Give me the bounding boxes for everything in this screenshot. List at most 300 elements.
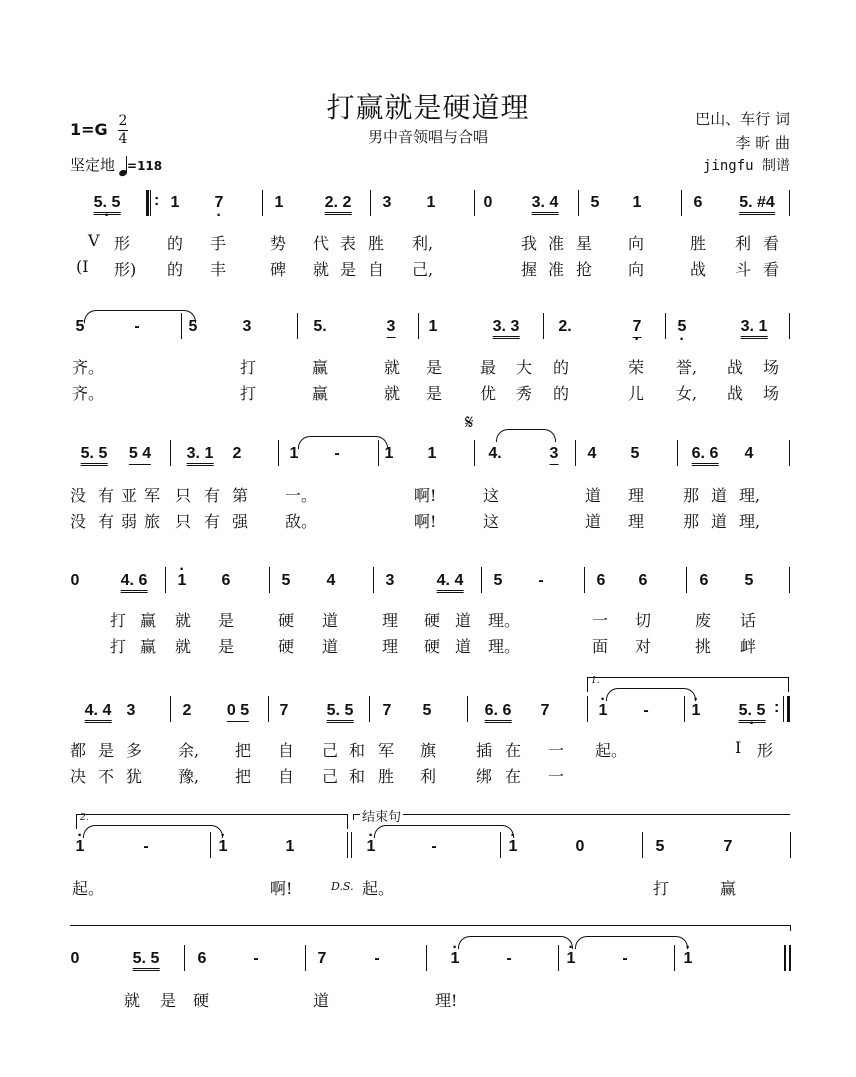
barline: [370, 190, 371, 216]
note: 3. 1: [741, 318, 768, 339]
barline: [297, 313, 298, 339]
barline: [575, 440, 576, 466]
lyric: 胜: [378, 767, 395, 786]
lyric: 是: [426, 384, 443, 403]
note: 2. 2: [325, 194, 352, 215]
note: 6: [596, 572, 606, 589]
dal-segno-marking: D.S.: [331, 880, 354, 893]
note: 4: [326, 572, 336, 589]
lyric: 挑: [695, 637, 712, 656]
note: · 1: [178, 572, 187, 590]
lyric: 打: [110, 611, 127, 630]
lyric: 决: [70, 767, 87, 786]
note: 5 ·: [678, 318, 687, 336]
barline: [500, 832, 501, 858]
lyric: 赢: [312, 358, 329, 377]
lyric: 弱: [121, 512, 138, 531]
lyric: 理: [382, 637, 399, 656]
note: 5: [422, 702, 432, 719]
lyric: 己: [322, 767, 339, 786]
lyric: 齐。: [72, 358, 105, 377]
note: 3: [242, 318, 252, 335]
lyric: 硬: [193, 991, 210, 1010]
lyric: 的: [167, 260, 184, 279]
volta-label: 1.: [591, 676, 600, 686]
barline: [790, 832, 791, 858]
lyric: 手: [210, 234, 227, 253]
barline: [789, 313, 790, 339]
tie: [606, 688, 696, 701]
lyric: 理,: [739, 512, 761, 531]
lyric: 打: [110, 637, 127, 656]
barline: [269, 567, 270, 593]
lyric: 没: [70, 486, 87, 505]
lyric: 最: [480, 358, 497, 377]
lyric: 有: [98, 512, 115, 531]
lyric: 废: [695, 611, 712, 630]
lyric: 和: [349, 767, 366, 786]
lyric: 场: [763, 358, 780, 377]
lyric: 的: [553, 384, 570, 403]
tie: [374, 825, 514, 838]
note: 7: [317, 950, 327, 967]
lyric: 硬: [424, 611, 441, 630]
note: 6. 6: [692, 445, 719, 466]
lyric: 握: [521, 260, 538, 279]
barline: [677, 440, 678, 466]
lyric: 打: [653, 879, 670, 898]
barline: [181, 313, 182, 339]
tie: [298, 436, 388, 449]
segno-icon: 𝄋: [465, 410, 474, 434]
note: 6. 6: [485, 702, 512, 723]
lyric: 犹: [126, 767, 143, 786]
lyric: 赢: [140, 611, 157, 630]
note: 6: [699, 572, 709, 589]
song-subtitle: 男中音领唱与合唱: [367, 128, 488, 146]
lyric: 场: [763, 384, 780, 403]
lyric: 一: [548, 741, 565, 760]
repeat-end-barline: [783, 696, 790, 722]
barline: [210, 832, 211, 858]
lyric: 强: [232, 512, 249, 531]
lyric: 就: [313, 260, 330, 279]
note: 4: [744, 445, 754, 462]
lyric: 起。: [362, 879, 395, 898]
lyric: 绑: [476, 767, 493, 786]
barline: [686, 567, 687, 593]
lyric: 是: [340, 260, 357, 279]
lyric: 切: [635, 611, 652, 630]
tempo-text: 坚定地: [70, 156, 116, 174]
note: 0: [483, 194, 493, 211]
lyric: 一: [592, 611, 609, 630]
note: 4: [587, 445, 597, 462]
lyric: 道: [322, 611, 339, 630]
repeat-dots: :: [154, 192, 160, 209]
note: · 1: [76, 838, 85, 856]
barline: [262, 190, 263, 216]
note: -: [506, 950, 512, 967]
lyric: 誉,: [676, 358, 698, 377]
lyric: 利: [420, 767, 437, 786]
lyric: 我: [521, 234, 538, 253]
double-barline: [347, 832, 352, 858]
lyric: 对: [635, 637, 652, 656]
note: 0: [575, 838, 585, 855]
lyric: 只: [175, 512, 192, 531]
note: 5: [655, 838, 665, 855]
lyric: 是: [218, 611, 235, 630]
lyric: 表: [340, 234, 357, 253]
note: -: [431, 838, 437, 855]
lyric: 啊!: [414, 486, 437, 505]
note: 3: [126, 702, 136, 719]
lyric: 起。: [595, 741, 628, 760]
lyric: 是: [426, 358, 443, 377]
lyric: 形: [757, 741, 774, 760]
lyric: 理,: [739, 486, 761, 505]
barline: [474, 440, 475, 466]
barline: [789, 440, 790, 466]
note: 3: [550, 445, 559, 465]
lyric: 理。: [488, 611, 521, 630]
lyric: 没: [70, 512, 87, 531]
tie: [496, 429, 556, 442]
note: 6: [197, 950, 207, 967]
lyric: 秀: [516, 384, 533, 403]
note: 7: [279, 702, 289, 719]
lyric: (I: [76, 257, 89, 276]
note: 4. 4: [85, 702, 112, 723]
lyric: 优: [480, 384, 497, 403]
lyric: 的: [553, 358, 570, 377]
note: 5: [188, 318, 198, 335]
note: · 1: [509, 838, 518, 856]
barline: [170, 696, 171, 722]
note: 5. 5 ·: [94, 194, 121, 215]
note: 5: [630, 445, 640, 462]
note: 5. 5 ·: [739, 702, 766, 723]
note: · 1: [219, 838, 228, 856]
lyric: 代: [313, 234, 330, 253]
lyric: 一。: [285, 486, 318, 505]
lyric: 话: [740, 611, 757, 630]
note: 4. 6: [121, 572, 148, 593]
lyric: 有: [204, 486, 221, 505]
lyric: I: [735, 738, 742, 757]
barline: [789, 190, 790, 216]
note: 3: [382, 194, 392, 211]
lyric: 就: [384, 358, 401, 377]
note: 3. 1: [187, 445, 214, 466]
barline: [684, 696, 685, 722]
note: -: [538, 572, 544, 589]
note: 5.: [313, 318, 327, 335]
barline: [474, 190, 475, 216]
lyric: 理!: [435, 991, 458, 1010]
quarter-note-icon: [119, 156, 127, 176]
note: 1: [384, 445, 394, 462]
lyric: 胜: [368, 234, 385, 253]
lyric: 丰: [210, 260, 227, 279]
lyric: 战: [727, 358, 744, 377]
note: 4.: [488, 445, 502, 462]
lyric: 这: [483, 512, 500, 531]
lyric: 第: [232, 486, 249, 505]
lyric: 看: [763, 234, 780, 253]
lyric: 战: [727, 384, 744, 403]
note: 1: [170, 194, 180, 211]
barline: [165, 567, 166, 593]
note: · 1: [684, 950, 693, 968]
barline: [369, 696, 370, 722]
lyric: 儿: [628, 384, 645, 403]
lyric: 道: [585, 512, 602, 531]
volta-label: 2.: [80, 813, 89, 823]
lyric: 旅: [144, 512, 161, 531]
lyric: 就: [175, 611, 192, 630]
lyric: 面: [592, 637, 609, 656]
note: -: [334, 445, 340, 462]
lyric: 荣: [628, 358, 645, 377]
song-title: 打赢就是硬道理: [326, 91, 530, 124]
barline: [373, 567, 374, 593]
barline: [426, 945, 427, 971]
note: 5: [75, 318, 85, 335]
lyric: 是: [98, 741, 115, 760]
barline: [789, 567, 790, 593]
barline: [558, 945, 559, 971]
lyric: 起。: [72, 879, 105, 898]
note: 0 5: [227, 702, 249, 722]
lyric: 准: [548, 260, 565, 279]
lyricist-credit: 巴山、车行 词: [695, 110, 790, 128]
lyric: 道: [455, 637, 472, 656]
lyric: 都: [70, 741, 87, 760]
barline: [268, 696, 269, 722]
tie: [458, 936, 573, 949]
lyric: 己: [322, 741, 339, 760]
lyric: 道: [711, 486, 728, 505]
note: 1: [289, 445, 299, 462]
lyric: 就: [175, 637, 192, 656]
ending-phrase-line: [70, 925, 790, 926]
tie: [575, 936, 688, 949]
lyric: 余,: [178, 741, 200, 760]
lyric: 看: [763, 260, 780, 279]
lyric: 有: [98, 486, 115, 505]
barline: [467, 696, 468, 722]
lyric: 齐。: [72, 384, 105, 403]
barline: [665, 313, 666, 339]
lyric: 啊!: [414, 512, 437, 531]
lyric: 打: [240, 358, 257, 377]
note: 0: [70, 572, 80, 589]
lyric: 理: [628, 512, 645, 531]
lyric: 把: [235, 741, 252, 760]
transcriber-credit: jingfu 制谱: [702, 158, 790, 174]
lyric: 赢: [140, 637, 157, 656]
lyric: 衅: [740, 637, 757, 656]
lyric: 赢: [312, 384, 329, 403]
lyric: 势: [270, 234, 287, 253]
lyric: 道: [455, 611, 472, 630]
lyric: 就: [124, 991, 141, 1010]
lyric: 的: [167, 234, 184, 253]
lyric: 豫,: [178, 767, 200, 786]
note: 3: [387, 318, 396, 338]
lyric: 碑: [270, 260, 287, 279]
meter-bottom: 4: [118, 131, 128, 147]
time-signature: [118, 114, 128, 147]
barline: [578, 190, 579, 216]
lyric: 是: [160, 991, 177, 1010]
lyric: 在: [505, 741, 522, 760]
lyric: 星: [576, 234, 593, 253]
lyric: 理: [382, 611, 399, 630]
note: -: [643, 702, 649, 719]
note: 5 4: [129, 445, 151, 465]
barline: [681, 190, 682, 216]
note: 7 ·: [633, 318, 642, 338]
lyric: 军: [378, 741, 395, 760]
lyric: 道: [322, 637, 339, 656]
note: · 1: [367, 838, 376, 856]
note: 1: [426, 194, 436, 211]
lyric: 有: [204, 512, 221, 531]
composer-credit: 李 昕 曲: [735, 134, 790, 152]
lyric: 军: [144, 486, 161, 505]
note: 3. 4: [532, 194, 559, 215]
note: 5. 5: [81, 445, 108, 466]
barline: [642, 832, 643, 858]
barline: [184, 945, 185, 971]
note: 4. 4: [437, 572, 464, 593]
repeat-start-barline: [146, 190, 151, 216]
note: · 1: [599, 702, 608, 720]
note: 1: [632, 194, 642, 211]
repeat-dots: :: [774, 699, 780, 716]
lyric: 向: [628, 234, 645, 253]
lyric: 硬: [278, 637, 295, 656]
note: 2: [232, 445, 242, 462]
ending-phrase-tick: [790, 925, 791, 931]
lyric: 女,: [676, 384, 698, 403]
lyric: 就: [384, 384, 401, 403]
note: -: [143, 838, 149, 855]
lyric: 不: [98, 767, 115, 786]
barline: [418, 313, 419, 339]
lyric: 自: [368, 260, 385, 279]
note: 7: [540, 702, 550, 719]
note: 0: [70, 950, 80, 967]
barline: [170, 440, 171, 466]
key-signature: 1=G: [70, 120, 108, 139]
lyric: 形: [114, 234, 131, 253]
meter-top: 2: [118, 113, 128, 129]
note: 1: [285, 838, 295, 855]
lyric: 那: [683, 512, 700, 531]
note: 3. 3: [493, 318, 520, 339]
lyric: 和: [349, 741, 366, 760]
tempo-marking: [70, 154, 162, 176]
lyric: 胜: [690, 234, 707, 253]
lyric: 形): [114, 260, 137, 279]
note: 5: [281, 572, 291, 589]
lyric: 自: [278, 767, 295, 786]
note: -: [253, 950, 259, 967]
barline: [674, 945, 675, 971]
note: 2.: [558, 318, 572, 335]
lyric: 插: [476, 741, 493, 760]
lyric: V: [88, 231, 100, 250]
lyric: 打: [240, 384, 257, 403]
lyric: 道: [711, 512, 728, 531]
note: -: [622, 950, 628, 967]
tempo-bpm: =118: [127, 159, 163, 173]
lyric: 斗: [735, 260, 752, 279]
note: 3: [385, 572, 395, 589]
note: 5. 5: [133, 950, 160, 971]
lyric: 硬: [424, 637, 441, 656]
lyric: 战: [690, 260, 707, 279]
note: · 1: [567, 950, 576, 968]
lyric: 道: [585, 486, 602, 505]
tie: [84, 310, 196, 323]
lyric: 那: [683, 486, 700, 505]
ending-phrase-tick: [353, 814, 354, 820]
note: -: [134, 318, 140, 335]
tie: [83, 825, 223, 838]
note: 6: [221, 572, 231, 589]
lyric: 把: [235, 767, 252, 786]
lyric: 理: [628, 486, 645, 505]
note: 5. 5: [327, 702, 354, 723]
note: 7 ·: [215, 194, 224, 212]
note: 6: [638, 572, 648, 589]
lyric: 道: [313, 991, 330, 1010]
barline: [584, 567, 585, 593]
ending-phrase-line: [353, 814, 790, 815]
barline: [543, 313, 544, 339]
lyric: 赢: [720, 879, 737, 898]
lyric: 自: [278, 741, 295, 760]
lyric: 一: [548, 767, 565, 786]
final-barline: [784, 945, 791, 971]
lyric: 旗: [420, 741, 437, 760]
note: 7: [723, 838, 733, 855]
lyric: 亚: [121, 486, 138, 505]
note: · 1: [451, 950, 460, 968]
lyric: 这: [483, 486, 500, 505]
note: 5: [744, 572, 754, 589]
lyric: 硬: [278, 611, 295, 630]
note: 1: [427, 445, 437, 462]
barline: [305, 945, 306, 971]
note: 2: [182, 702, 192, 719]
lyric: 利,: [412, 234, 434, 253]
lyric: 利: [735, 234, 752, 253]
note: 5: [590, 194, 600, 211]
lyric: 只: [175, 486, 192, 505]
note: 5. #4: [739, 194, 775, 215]
lyric: 向: [628, 260, 645, 279]
lyric: 理。: [488, 637, 521, 656]
ending-phrase-label: 结束句: [360, 806, 403, 825]
lyric: 多: [126, 741, 143, 760]
lyric: 是: [218, 637, 235, 656]
